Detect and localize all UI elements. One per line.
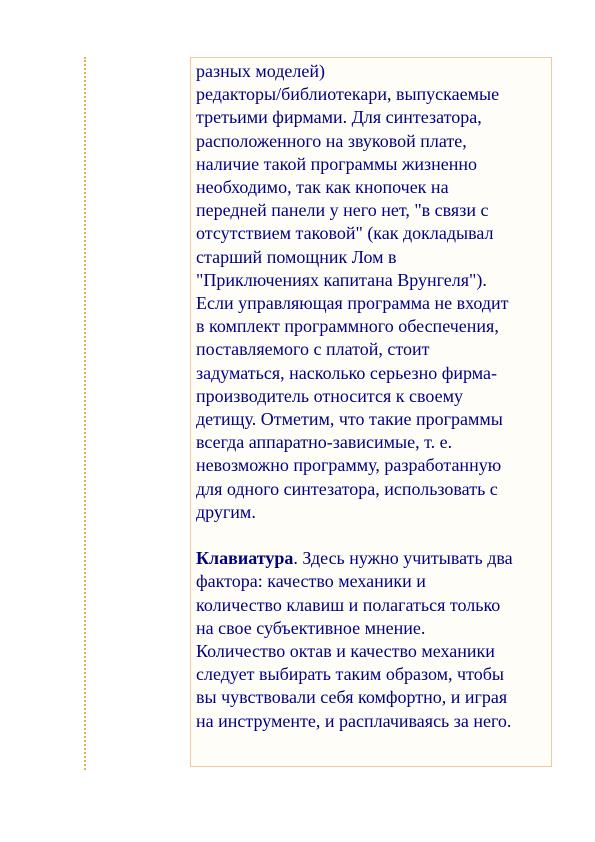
text-line: передней панели у него нет, "в связи с — [196, 200, 489, 221]
text-line: на инструменте, и расплачиваясь за него. — [196, 710, 512, 731]
text-line — [196, 547, 547, 570]
paragraph-gap — [196, 524, 547, 547]
text-line: невозможно программу, разработанную — [196, 455, 502, 476]
text-line: старший помощник Лом в — [196, 246, 397, 267]
text-line: Количество октав и качество механики — [196, 641, 495, 662]
text-line: фактора: качество механики и — [196, 571, 426, 592]
text-line: третьими фирмами. Для синтезатора, — [196, 107, 482, 128]
text-line: отсутствием таковой" (как докладывал — [196, 223, 494, 244]
text-line: вы чувствовали себя комфортно, и играя — [196, 687, 508, 708]
text-line: детищу. Отметим, что такие программы — [196, 409, 503, 430]
text-line: следует выбирать таким образом, чтобы — [196, 664, 504, 685]
text-line: наличие такой программы жизненно — [196, 153, 478, 174]
text-line: необходимо, так как кнопочек на — [196, 177, 449, 198]
text-line-rest: . Здесь нужно учитывать два — [293, 548, 513, 569]
text-line: редакторы/библиотекари, выпускаемые — [196, 84, 500, 105]
text-line: поставляемого с платой, стоит — [196, 339, 430, 360]
text-frame — [190, 57, 552, 767]
text-line: в комплект программного обеспечения, — [196, 316, 499, 337]
text-line: для одного синтезатора, использовать с — [196, 478, 498, 499]
keyboard-term: Клавиатура — [196, 548, 294, 569]
text-line: производитель относится к своему — [196, 385, 463, 406]
text-line: Если управляющая программа не входит — [196, 293, 509, 314]
body-text — [196, 60, 547, 733]
text-line: количество клавиш и полагаться только — [196, 594, 501, 615]
text-line: "Приключениях капитана Врунгеля"). — [196, 269, 487, 290]
text-line: расположенного на звуковой плате, — [196, 130, 467, 151]
text-line: задуматься, насколько серьезно фирма- — [196, 362, 498, 383]
text-line: на свое субъективное мнение. — [196, 617, 426, 638]
margin-dotted-rule — [84, 57, 86, 770]
text-line: разных моделей) — [196, 61, 325, 81]
text-line: всегда аппаратно-зависимые, т. е. — [196, 432, 453, 453]
text-line: другим. — [196, 501, 256, 522]
